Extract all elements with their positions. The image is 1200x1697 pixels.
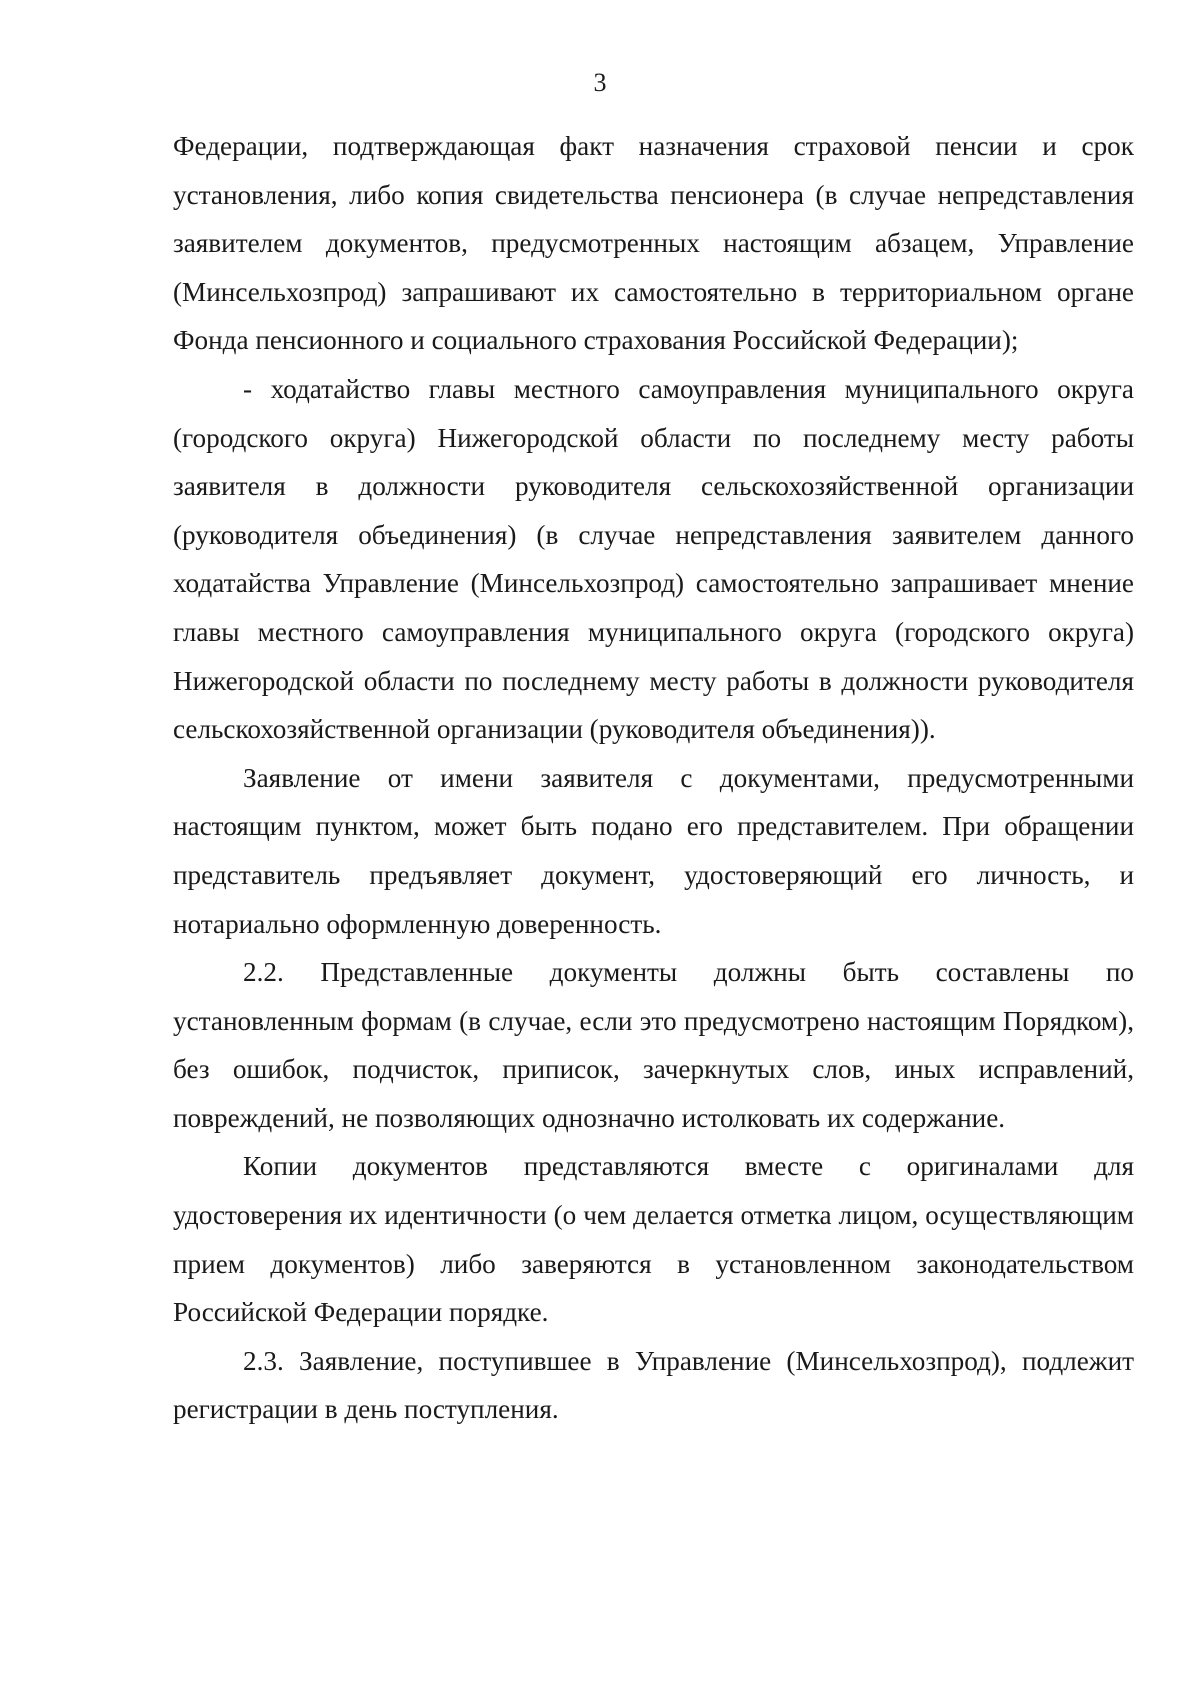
document-body [173, 122, 1134, 1434]
page-number: 3 [593, 68, 607, 97]
paragraph-petition-item: - ходатайство главы местного самоуправления муниципального округа (городского округа) Нижегородской области по последнему месту работы заявителя в должности руководителя сельскохозяйственной организации (руководителя объединения) (в случае непредставления заявителем данного ходатайства Управление (Минсельхозпрод) самостоятельно запрашивает мнение главы местного самоуправления муниципального округа (городского округа) Нижегородской области по последнему месту работы в должности руководителя сельскохозяйственной организации (руководителя объединения)). [173, 373, 1134, 745]
paragraph-continuation: Федерации, подтверждающая факт назначения страховой пенсии и срок установления, либо копия свидетельства пенсионера (в случае непредставления заявителем документов, предусмотренных настоящим абзацем, Управление (Минсельхозпрод) запрашивают их самостоятельно в территориальном органе Фонда пенсионного и социального страхования Российской Федерации); [173, 131, 1134, 356]
paragraph-representative: Заявление от имени заявителя с документами, предусмотренными настоящим пунктом, может быть подано его представителем. При обращении представитель предъявляет документ, удостоверяющий его личность, и нотариально оформленную доверенность. [173, 762, 1134, 939]
paragraph-2-2: 2.2. Представленные документы должны быть составлены по установленным формам (в случае, если это предусмотрено настоящим Порядком), без ошибок, подчисток, приписок, зачеркнутых слов, иных исправлений, повреждений, не позволяющих однозначно истолковать их содержание. [173, 957, 1134, 1133]
paragraph-copies: Копии документов представляются вместе с оригиналами для удостоверения их идентичности (о чем делается отметка лицом, осуществляющим прием документов) либо заверяются в установленном законодательством Российской Федерации порядке. [173, 1151, 1134, 1328]
paragraph-2-3: 2.3. Заявление, поступившее в Управление (Минсельхозпрод), подлежит регистрации в день поступления. [173, 1345, 1134, 1425]
